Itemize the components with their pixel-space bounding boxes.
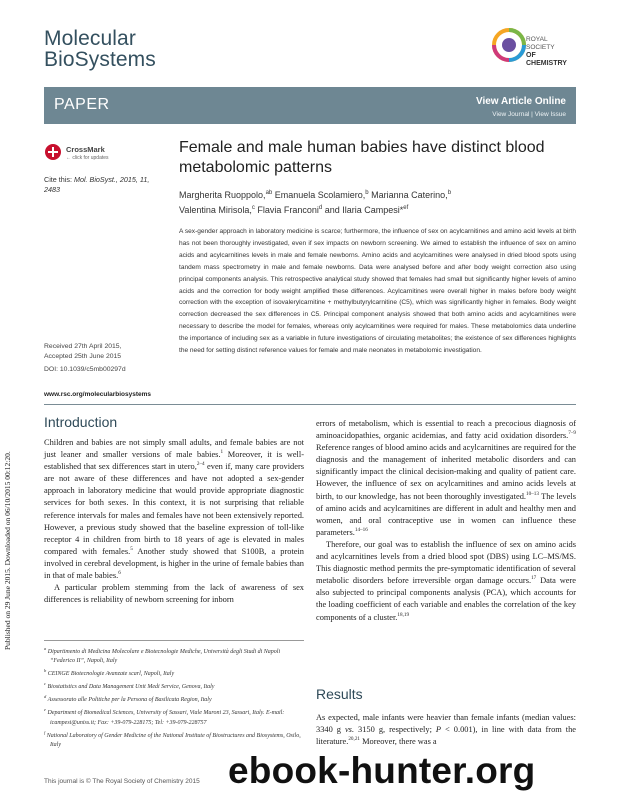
doi[interactable]: DOI: 10.1039/c5mb00297d — [44, 366, 126, 373]
journal-website-link[interactable]: www.rsc.org/molecularbiosystems — [44, 391, 152, 398]
author-list: Margherita Ruoppolo,$^{ab}$ Emanuela Scolamiero,$^b$ Marianna Caterino,$^b$ Valentina Mirisola,$^c$ Flavia Franconi$^d$ and Ilaria Campesi*$^{ef}$ — [179, 190, 452, 215]
article-type-label: PAPER — [54, 96, 110, 113]
rsc-logo-text — [526, 36, 568, 68]
intro-paragraph-1: Children and babies are not simply small adults, and female babies are not just leaner and smaller versions of male babies.$^1$ Moreover, it is well-established that sex differences start in utero,$^{2-4}$ even if, many care providers are not aware of these differences and have not adopted a sex-gender approach in laboratory medicine that would provide appropriate diagnostic services for both sexes. In this context, it is not surprising that reliable reference intervals for males and females have not been extensively reported. However, a previous study showed that the baseline expression of toll-like receptor 4 in children from birth to 18 years of age is elevated in males compared with females.$^5$ Another study showed that S100B, a protein involved in cerebral development, is higher in the urine of female babies than in that of male babies.$^6$ — [44, 438, 305, 581]
watermark-text: ebook-hunter.org — [228, 750, 536, 791]
intro-left-column — [44, 437, 304, 606]
cite-label: Cite this: — [44, 175, 72, 184]
view-article-online-link[interactable]: View Article Online — [475, 96, 566, 107]
cite-ref: Mol. BioSyst., 2015, 11, 2483 — [44, 175, 150, 194]
citation-info — [44, 175, 164, 195]
crossmark-badge[interactable] — [44, 140, 114, 166]
journal-title-line2: BioSystems — [44, 48, 156, 71]
footnote-a: $^a$ Dipartimento di Medicina Molecolare e Biotecnologie Mediche, Università degli Studi di Napoli “Federico II”, Napoli, Italy — [44, 646, 281, 665]
crossmark-label: CrossMark — [66, 145, 105, 154]
article-title: Female and male human babies have distinct blood metabolomic patterns — [179, 139, 545, 176]
side-note-text: Published on 29 June 2015. Downloaded on 06/10/2015 00:12:20. — [3, 451, 12, 650]
publication-side-note — [3, 230, 17, 650]
authors-line1: Margherita Ruoppolo, — [179, 190, 266, 200]
accepted-date: Accepted 25th June 2015 — [44, 352, 122, 360]
header-divider — [44, 404, 576, 405]
crossmark-sub: ← click for updates — [66, 155, 109, 161]
copyright-footer: This journal is © The Royal Society of Chemistry 2015 — [44, 778, 200, 785]
view-journal-issue-links[interactable]: View Journal | View Issue — [492, 111, 566, 118]
intro-right-column — [316, 418, 576, 624]
intro-paragraph-4: Therefore, our goal was to establish the influence of sex on amino acids and acylcarnitines levels from a dried blood spot (DBS) using LC–MS/MS. This diagnostic method permits the pre-symptomatic identification of several metabolic disorders before irreversible organ damage occurs.$^{17}$ Data were also subjected to principal components analysis (PCA), which accounts for the loading coefficient of each variable and enables the correlation of the key components of a cluster.$^{18,19}$ — [316, 539, 576, 622]
rsc-logo-emblem-icon — [492, 28, 526, 62]
paper-banner — [44, 87, 576, 124]
results-column — [316, 712, 576, 748]
crossmark-icon — [44, 143, 62, 161]
received-date: Received 27th April 2015, — [44, 343, 122, 350]
received-dates — [44, 342, 169, 361]
rsc-text-line2: OF CHEMISTRY — [526, 52, 567, 67]
affiliation-footnotes — [44, 644, 306, 750]
journal-title — [44, 28, 264, 70]
rsc-text-line1: ROYAL SOCIETY — [526, 36, 555, 51]
intro-paragraph-2: A particular problem stemming from the lack of awareness of sex differences is reliability of newborn screening for inborn — [44, 583, 304, 605]
authors-line2: Valentina Mirisola, — [179, 205, 252, 215]
footnote-f: $^f$ National Laboratory of Gender Medicine of the National Institute of Biostructures and Biosystems, Osilo, Italy — [44, 729, 301, 748]
intro-paragraph-3: errors of metabolism, which is essential to reach a precocious diagnosis of aminoacidopathies, organic acidemias, and fatty acid oxidation disorders.$^{7-9}$ Reference ranges of blood amino acids and acylcarnitines are required for the diagnosis and the management of inherited metabolic disorders and can significantly impact the clinical decision-making and quality of patient care. However, the influence of sex on acylcarnitines and amino acids levels at birth, to our knowledge, has not been thoroughly investigated.$^{10-13}$ The levels of amino acids and acylcarnitines are different in adult and healthy men and women, and oral contraceptive use in women can influence these parameters.$^{14-16}$ — [316, 419, 576, 537]
abstract: A sex-gender approach in laboratory medicine is scarce; furthermore, the influence of sex on acylcarnitines and amino acid levels at birth has not been thoroughly investigated, even if sex impacts on newborn screening. We aimed to establish the influence of sex on amino acids and acylcarnitines levels in male and female newborns. Amino acids and acylcarnitines were analysed in dried blood spots using tandem mass spectrometry in male and female newborns. Data were analysed before and after body weight correction also using principal components analysis. This retrospective analytical study showed that females had small but significantly higher levels of amino acids and the correction for body weight amplified these differences. Acylcarnitines were overall higher in males before body weight correction with the exception of isovalerylcarnitine + methylbutyrylcarnitine (C5), which was significantly higher in females. Body weight correction decreased the sex differences in C5. Principal component analysis showed that both amino acids and acylcarnitines were necessary to describe the model for females, whereas only acylcarnitines were required for males. These metabolomics data underline the importance of including sex as a variable in future investigations of circulating metabolites; the existence of sex differences highlights the need for setting distinct reference values for female and male neonates in metabolomic investigation. — [179, 228, 576, 355]
rsc-logo — [490, 16, 568, 78]
footnote-d: $^d$ Assessorato alle Politiche per la Persona of Basilicata Region, Italy — [44, 694, 212, 704]
footnote-e: $^e$ Department of Biomedical Sciences, University of Sassari, Viale Muroni 23, Sassari, Italy. E-mail: icampesi@uniss.it; Fax: +39-079-228175; Tel: +39-079-228757 — [44, 707, 285, 726]
footnote-c: $^c$ Biostatistics and Data Management Unit Medi Service, Genova, Italy — [44, 681, 215, 691]
footnote-b: $^b$ CEINGE Biotecnologie Avanzate scarl, Napoli, Italy — [44, 668, 175, 678]
footnote-divider — [44, 640, 304, 641]
introduction-heading: Introduction — [44, 414, 118, 430]
results-heading: Results — [316, 686, 363, 702]
journal-title-line1: Molecular — [44, 27, 136, 50]
results-paragraph-1: As expected, male infants were heavier than female infants (median values: 3340 g vs. 3150 g, respectively; P < 0.001), in line with data from the literature.$^{20,21}$ Moreover, there was a — [316, 713, 577, 747]
